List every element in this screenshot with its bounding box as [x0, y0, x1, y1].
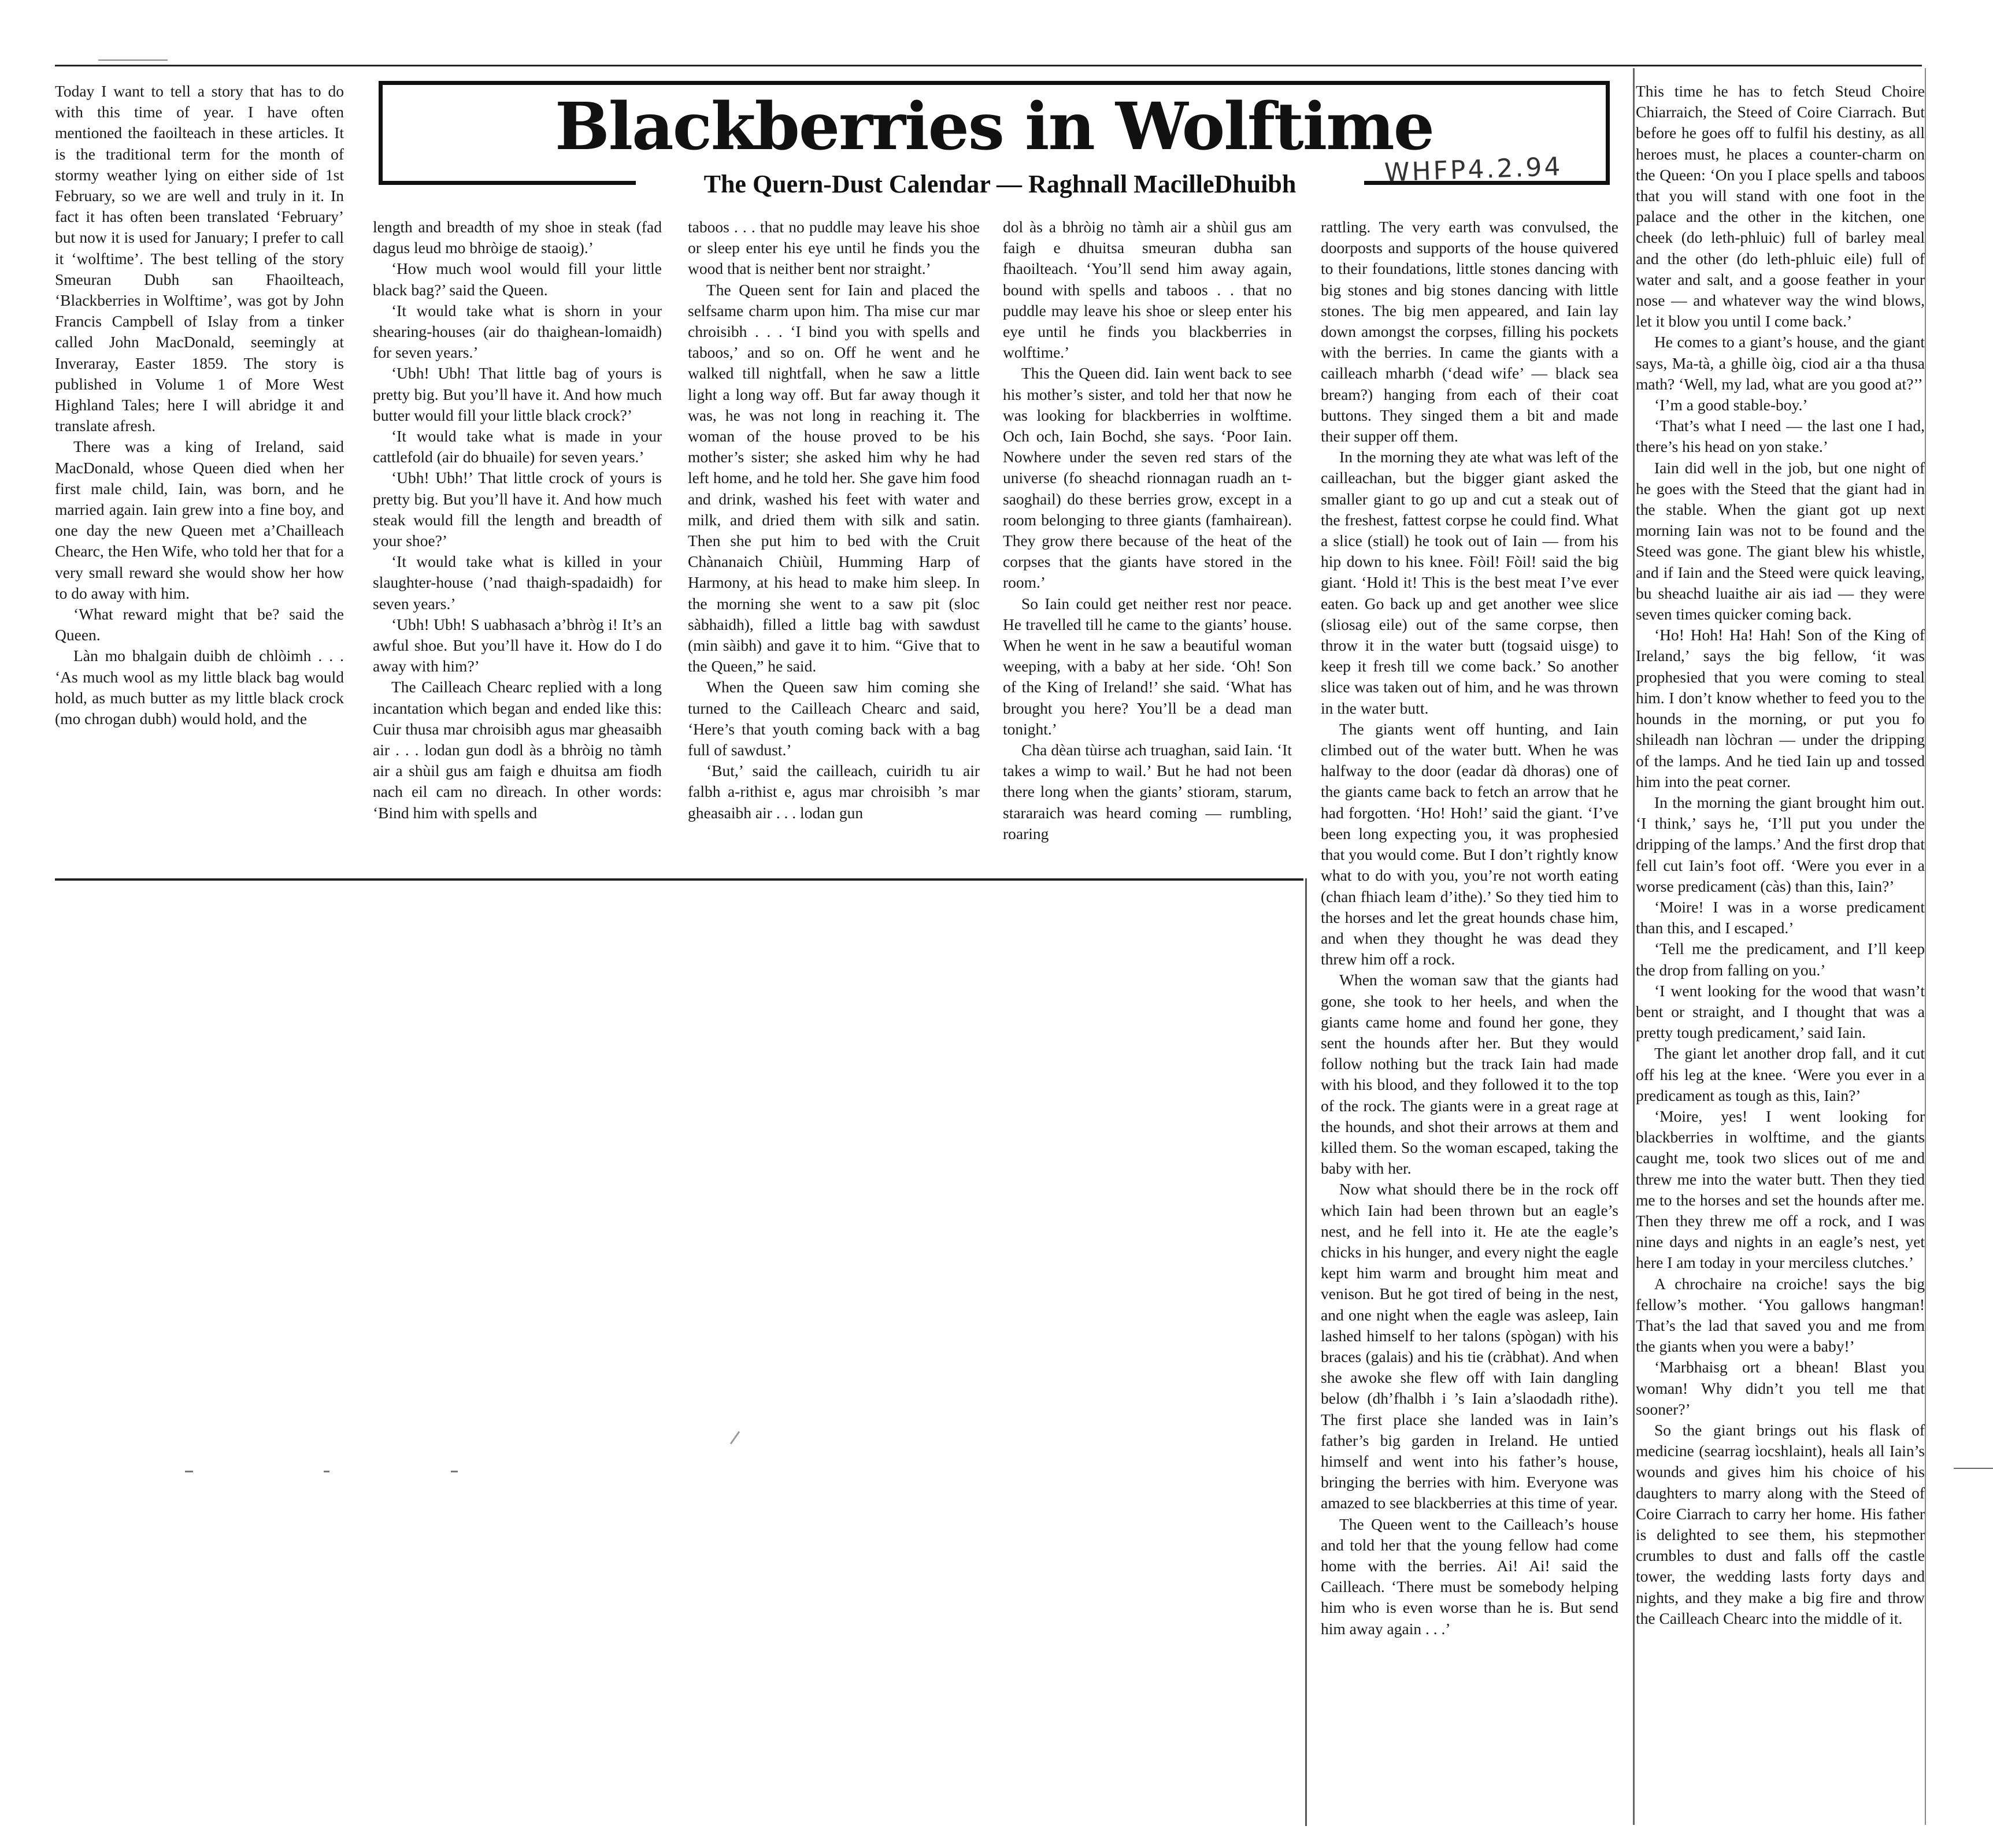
scan-speck-4 [730, 1431, 740, 1444]
column-4-para-2: This the Queen did. Iain went back to see his mother’s sister, and told her that now he was looking for blackberries in wolftime. Och och, Iain Bochd, she says. ‘Poor Iain. Nowhere under the seven red stars of the universe (fo sheachd rionnagan ruadh an t-saoghail) do these berries grow, except in a room belonging to three giants (famhairean). They grow there because of the heat of the corpses that the giants have stored in the room.’ [1003, 364, 1292, 592]
column-1-para-4: Làn mo bhalgain duibh de chlòimh . . . ‘As much wool as my little black bag would hold, as much butter as my little black crock (mo chrogan dubh) would hold, and the [55, 647, 344, 728]
column-5 [1321, 217, 1618, 1823]
column-3-para-2: The Queen sent for Iain and placed the selfsame charm upon him. Tha mise cur mar chroisibh . . . ‘I bind you with spells and taboos,’ and so on. Off he went and he walked till nightfall, when he saw a little light a long way off. But far away though it was, he was not long in reaching it. The woman of the house proved to be his mother’s sister; she asked him why he had left home, and he told her. She gave him food and drink, washed his feet with water and milk, and dried them with silk and satin. Then she put him to bed with the Cruit Chànanaich Chiùil, Humming Harp of Harmony, at his head to make him sleep. In the morning she went to a saw pit (sloc sàbhaidh), filled a little bag with sawdust (min sàibh) and gave it to him. “Give that to the Queen,” he said. [688, 280, 980, 676]
right-tick-mark [1954, 1468, 1993, 1469]
column-2-para-5: ‘It would take what is made in your cattlefold (air do bhuaile) for seven years.’ [373, 427, 662, 466]
column-2-para-3: ‘It would take what is shorn in your shearing-houses (air do thaighean-lomaidh) for seven years.’ [373, 301, 662, 362]
column-3-para-4: ‘But,’ said the cailleach, cuiridh tu air falbh a-rithist e, agus mar chroisibh ’s mar gheasaibh air . . . lodan gun [688, 762, 980, 822]
column-4-para-3: So Iain could get neither rest nor peace. He travelled till he came to the giants’ house. When he went in he saw a beautiful woman weeping, with a baby at her side. ‘Oh! Son of the King of Ireland!’ she said. ‘What has brought you here? You’ll be a dead man tonight.’ [1003, 594, 1292, 738]
column-1-para-2: There was a king of Ireland, said MacDonald, whose Queen died when her first male child, Iain, was born, and he married again. Iain grew into a fine boy, and one day the new Queen met a’Chailleach Chearc, the Hen Wife, who told her that for a very small reward she would show her how to do away with him. [55, 437, 344, 602]
column-2-para-2: ‘How much wool would fill your little black bag?’ said the Queen. [373, 259, 662, 299]
scan-speck-1 [185, 1471, 193, 1472]
column-3-para-1: taboos . . . that no puddle may leave his shoe or sleep enter his eye until he finds you the wood that is neither bent nor straight.’ [688, 218, 980, 278]
column-2 [373, 217, 662, 875]
column-6-para-10: ‘I went looking for the wood that wasn’t bent or straight, and I thought that was a pretty tough predicament,’ said Iain. [1636, 981, 1925, 1042]
column-4-para-1: dol às a bhròig no tàmh air a shùil gus am faigh e dhuitsa smeuran dubha san fhaoilteach. ‘You’ll send him away again, bound with spells and taboos . . that no puddle may leave his shoe or sleep enter his eye until he finds you blackberries in wolftime.’ [1003, 218, 1292, 362]
column-6 [1636, 81, 1925, 1823]
column-5-para-5: Now what should there be in the rock off which Iain had been thrown but an eagle’s nest, and he fell into it. He ate the eagle’s chicks in his hunger, and every night the eagle kept him warm and brought him meat and venison. But he got tired of being in the nest, and one night when the eagle was asleep, Iain lashed himself to her talons (spògan) with his braces (galais) and his tie (cràbhat). And when she awoke she flew off with Iain dangling below (dh’fhalbh i ’s Iain a’slaodadh rithe). The first place she landed was in Iain’s father’s big garden in Ireland. He untied himself and went into his father’s house, bringing the berries with him. Everyone was amazed to see blackberries at this time of year. [1321, 1180, 1618, 1512]
column-1-para-3: ‘What reward might that be? said the Queen. [55, 605, 344, 644]
column-2-para-1: length and breadth of my shoe in steak (fad dagus leud mo bhròige de staoig).’ [373, 218, 662, 257]
archive-stamp: WHFP4.2.94 [1384, 151, 1564, 188]
column-rule-5 [1305, 878, 1307, 1826]
top-rule [55, 65, 1922, 66]
column-6-para-2: He comes to a giant’s house, and the giant says, Ma-tà, a ghille òig, ciod air a tha thusa math? ‘Well, my lad, what are you good at?’’ [1636, 333, 1925, 393]
column-2-para-7: ‘It would take what is killed in your slaughter-house (’nad thaigh-spadaidh) for seven years.’ [373, 552, 662, 613]
column-6-para-4: ‘That’s what I need — the last one I had, there’s his head on yon stake.’ [1636, 417, 1925, 456]
column-6-para-11: The giant let another drop fall, and it cut off his leg at the knee. ‘Were you ever in a predicament as tough as this, Iain?’ [1636, 1044, 1925, 1104]
top-rule-left [98, 60, 168, 61]
column-6-para-5: Iain did well in the job, but one night of he goes with the Steed that the giant had in the stable. When the giant got up next morning Iain was not to be found and the Steed was gone. The giant blew his whistle, and if Iain and the Steed were quick leaving, bu sheachd luaithe air ais iad — they were seven times quicker coming back. [1636, 458, 1925, 624]
column-4 [1003, 217, 1292, 875]
column-4-para-4: Cha dèan tùirse ach truaghan, said Iain. ‘It takes a wimp to wail.’ But he had not been there long when the giants’ stioram, starum, stararaich was heard coming — rumbling, roaring [1003, 741, 1292, 843]
column-6-para-12: ‘Moire, yes! I went looking for blackberries in wolftime, and the giants caught me, took two slices out of me and threw me into the water butt. Then they tied me to the horses and set the hounds after me. Then they threw me off a rock, and I was nine days and nights in an eagle’s nest, yet here I am today in your merciless clutches.’ [1636, 1107, 1925, 1272]
column-6-para-14: ‘Marbhaisg ort a bhean! Blast you woman! Why didn’t you tell me that sooner?’ [1636, 1358, 1925, 1418]
column-6-para-15: So the giant brings out his flask of medicine (searrag ìocshlaint), heals all Iain’s wounds and gives him his choice of his daughters to marry along with the Steed of Coire Ciarrach to carry her home. His father is delighted to see them, his stepmother crumbles to dust and falls off the castle tower, the wedding lasts forty days and nights, and they make a big fire and throw the Cailleach Chearc into the middle of it. [1636, 1421, 1925, 1627]
scan-speck-3 [451, 1471, 458, 1472]
column-1-para-1: Today I want to tell a story that has to do with this time of year. I have often mentioned the faoilteach in these articles. It is the traditional term for the month of stormy weather lying on either side of 1st February, so we are well and truly in it. In fact it has often been translated ‘February’ but now it is used for January; I prefer to call it ‘wolftime’. The best telling of the story Smeuran Dubh san Fhaoilteach, ‘Blackberries in Wolftime’, was got by John Francis Campbell of Islay from a tinker called John MacDonald, seemingly at Inveraray, Easter 1859. The story is published in Volume 1 of More West Highland Tales; here I will abridge it and translate afresh. [55, 82, 344, 435]
column-2-para-8: ‘Ubh! Ubh! S uabhasach a’bhròg i! It’s an awful shoe. But you’ll have it. How do I do away with him?’ [373, 615, 662, 676]
column-3 [688, 217, 980, 875]
column-6-para-8: ‘Moire! I was in a worse predicament than this, and I escaped.’ [1636, 897, 1925, 937]
column-6-para-6: ‘Ho! Hoh! Ha! Hah! Son of the King of Ireland,’ says the big fellow, ‘it was prophesied that you were coming to steal him. I don’t know whether to feed you to the hounds in the morning, or put you fo shileadh nan lòchran — under the dripping of the lamps. And he tied Iain up and tossed him into the peat corner. [1636, 626, 1925, 791]
article-byline: The Quern-Dust Calendar — Raghnall MacilleDhuibh [636, 168, 1364, 201]
column-5-para-1: rattling. The very earth was convulsed, the doorposts and supports of the house quivered to their foundations, little stones dancing with big stones and big stones dancing with little stones. The big men appeared, and Iain lay down amongst the corpses, filling his pockets with the berries. In came the giants with a cailleach mharbh (‘dead wife’ — black sea bream?) hanging from each of their coat buttons. They singed them a bit and made their supper off them. [1321, 218, 1618, 446]
column-6-para-13: A chrochaire na croiche! says the big fellow’s mother. ‘You gallows hangman! That’s the lad that saved you and me from the giants when you were a baby!’ [1636, 1274, 1925, 1356]
column-5-para-4: When the woman saw that the giants had gone, she took to her heels, and when the giants came home and found her gone, they sent the hounds after her. But they would follow nothing but the track Iain had made with his blood, and they followed it to the top of the rock. The giants were in a great rage at the hounds, and shot their arrows at them and killed them. So the woman escaped, taking the baby with her. [1321, 971, 1618, 1178]
column-5-para-6: The Queen went to the Cailleach’s house and told her that the young fellow had come home with the berries. Ai! Ai! said the Cailleach. ‘There must be somebody helping him who is even worse than he is. But send him away again . . .’ [1321, 1515, 1618, 1638]
column-6-para-7: In the morning the giant brought him out. ‘I think,’ says he, ‘I’ll put you under the dripping of the lamps.’ And the first drop that fell cut Iain’s foot off. ‘Were you ever in a worse predicament (càs) than this, Iain?’ [1636, 793, 1925, 895]
scan-speck-2 [324, 1471, 329, 1472]
column-1 [55, 81, 344, 875]
column-rule-6 [1633, 68, 1635, 1825]
article-title: Blackberries in Wolftime [554, 89, 1434, 165]
column-6-para-9: ‘Tell me the predicament, and I’ll keep the drop from falling on you.’ [1636, 940, 1925, 979]
column-5-para-3: The giants went off hunting, and Iain climbed out of the water butt. When he was halfway to the door (eadar dà dhoras) one of the giants came back to fetch an arrow that he had forgotten. ‘Ho! Hoh!’ said the giant. ‘I’ve been long expecting you, it was prophesied that you would come. But I don’t rightly know what to do with you, you’re not worth eating (chan fhiach leam d’ithe).’ So they tied him to the horses and let the great hounds chase him, and when they thought he was dead they threw him off a rock. [1321, 719, 1618, 968]
column-6-para-1: This time he has to fetch Steud Choire Chiarraich, the Steed of Coire Ciarrach. But before he goes off to fulfil his destiny, as all heroes must, he places a counter-charm on the Queen: ‘On you I place spells and taboos that you will stand with one foot in the palace and the other in the kitchen, one cheek (do leth-phluic) full of barley meal and the other (do leth-phluic eile) full of water and salt, and a goose feather in your nose — and whatever way the wind blows, let it blow you until I come back.’ [1636, 82, 1925, 331]
column-3-para-3: When the Queen saw him coming she turned to the Cailleach Chearc and said, ‘Here’s that youth coming back with a bag full of sawdust.’ [688, 678, 980, 759]
right-edge-rule [1925, 68, 1926, 1825]
column-5-para-2: In the morning they ate what was left of the cailleachan, but the bigger giant asked the smaller giant to go up and cut a steak out of the freshest, fattest corpse he could find. What a slice (stiall) he took out of Iain — from his hip down to his knee. Fòil! Fòil! said the big giant. ‘Hold it! This is the best meat I’ve ever eaten. Go back up and get another wee slice (sliosag eile) out of the same corpse, then throw it in the water butt (togsaid uisge) to keep it fresh till we come back.’ So another slice was taken out of him, and he was thrown in the water butt. [1321, 448, 1618, 717]
middle-rule [55, 878, 1303, 881]
column-2-para-4: ‘Ubh! Ubh! That little bag of yours is pretty big. But you’ll have it. And how much butter would fill your little black crock?’ [373, 364, 662, 424]
column-6-para-3: ‘I’m a good stable-boy.’ [1654, 396, 1808, 414]
column-2-para-6: ‘Ubh! Ubh!’ That little crock of yours is pretty big. But you’ll have it. And how much steak would fill the length and breadth of your shoe?’ [373, 469, 662, 550]
column-2-para-9: The Cailleach Chearc replied with a long incantation which began and ended like this: Cuir thusa mar chroisibh agus mar gheasaibh air . . . lodan gun dodl às a bhròig no tàmh air a shùil gus am faigh e dhuitsa am fiodh nach eil cam no dìreach. In other words: ‘Bind him with spells and [373, 678, 662, 822]
